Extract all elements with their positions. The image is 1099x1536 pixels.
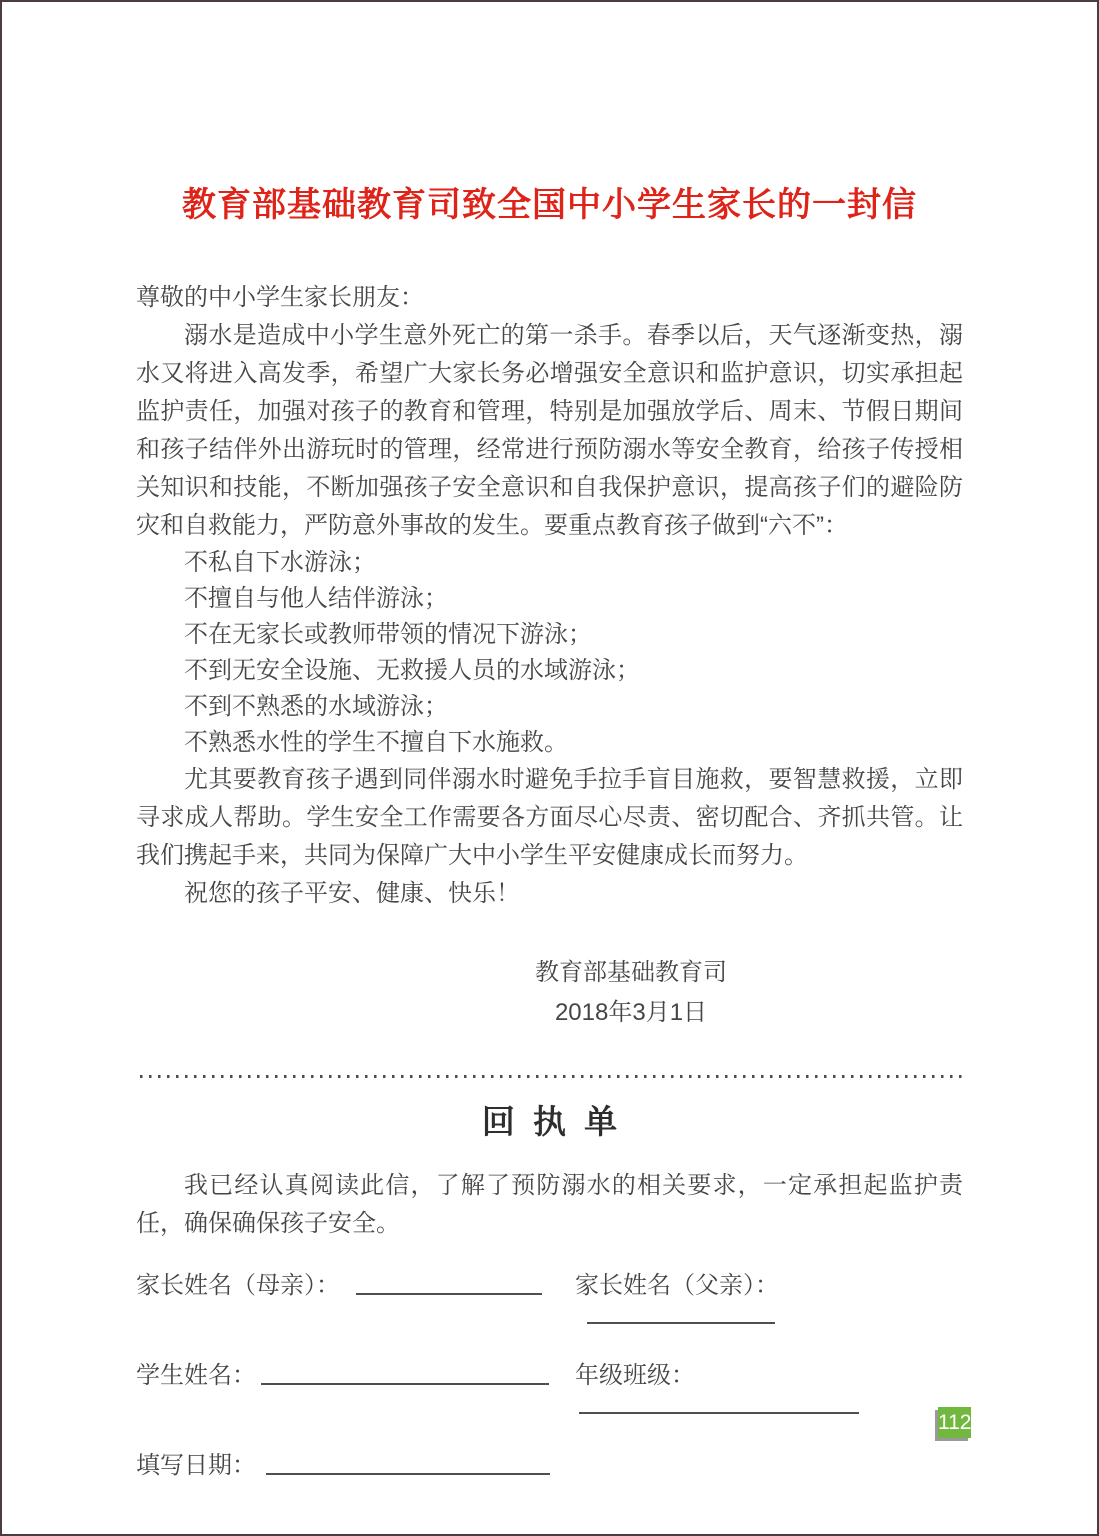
- dont-item-3: 不在无家长或教师带领的情况下游泳；: [184, 620, 592, 648]
- signature-org: 教育部基础教育司: [535, 958, 727, 986]
- field-mother-blank: [356, 1271, 542, 1295]
- letter-paragraph-1: 溺水是造成中小学生意外死亡的第一杀手。春季以后，天气逐渐变热，溺水又将进入高发季，希望广大家长务必增强安全意识和监护意识，切实承担起监护责任，加强对孩子的教育和管理，特别是加强放学后、周末、节假日期间和孩子结伴外出游玩时的管理，经常进行预防溺水等安全教育，给孩子传授相关知识和技能，不断加强孩子安全意识和自我保护意识，提高孩子们的避险防灾和自救能力，严防意外事故的发生。要重点教育孩子做到“六不”：: [136, 321, 963, 539]
- form-row-parents: [136, 1265, 963, 1329]
- dont-item-4: 不到无安全设施、无救援人员的水域游泳；: [184, 656, 640, 684]
- field-father-name: [575, 1265, 963, 1329]
- field-grade-label: 年级班级：: [575, 1362, 695, 1390]
- letter-paragraph-2: 尤其要教育孩子遇到同伴溺水时避免手拉手盲目施救，要智慧救援，立即寻求成人帮助。学生安全工作需要各方面尽心尽责、密切配合、齐抓共管。让我们携起手来，共同为保障广大中小学生平安健康成长而努力。: [136, 765, 963, 869]
- field-date-blank: [266, 1451, 550, 1475]
- field-mother-label: 家长姓名（母亲）：: [136, 1272, 340, 1300]
- page-number-badge: 112: [938, 1407, 971, 1438]
- dont-item-2: 不擅自与他人结伴游泳；: [184, 584, 448, 612]
- field-father-blank: [587, 1300, 775, 1324]
- letter-title: 教育部基础教育司致全国中小学生家长的一封信: [182, 187, 917, 224]
- form-row-student: [136, 1355, 963, 1419]
- field-grade-class: [575, 1355, 963, 1419]
- form-row-date: [136, 1445, 963, 1480]
- field-fill-date: [136, 1445, 575, 1480]
- field-student-name: [136, 1355, 575, 1390]
- six-donts-list: [136, 545, 963, 761]
- dont-item-6: 不熟悉水性的学生不擅自下水施救。: [184, 728, 568, 756]
- signature-date: 2018年3月1日: [554, 998, 708, 1026]
- cut-line-separator: [140, 1075, 962, 1078]
- field-father-label: 家长姓名（父亲）：: [575, 1272, 779, 1300]
- receipt-heading: 回执单: [481, 1104, 636, 1141]
- salutation: 尊敬的中小学生家长朋友：: [136, 283, 424, 311]
- letter-content: [2, 279, 1097, 1481]
- field-student-label: 学生姓名：: [136, 1362, 256, 1390]
- field-date-label: 填写日期：: [136, 1452, 256, 1480]
- signature-block: [535, 953, 727, 1033]
- receipt-form: [136, 1265, 963, 1480]
- dont-item-5: 不到不熟悉的水域游泳；: [184, 692, 448, 720]
- receipt-body: 我已经认真阅读此信，了解了预防溺水的相关要求，一定承担起监护责任，确保确保孩子安全。: [136, 1172, 963, 1238]
- field-grade-blank: [579, 1390, 859, 1414]
- dont-item-1: 不私自下水游泳；: [184, 548, 376, 576]
- letter-wish: 祝您的孩子平安、健康、快乐！: [184, 879, 520, 907]
- field-student-blank: [261, 1361, 549, 1385]
- field-mother-name: [136, 1265, 575, 1300]
